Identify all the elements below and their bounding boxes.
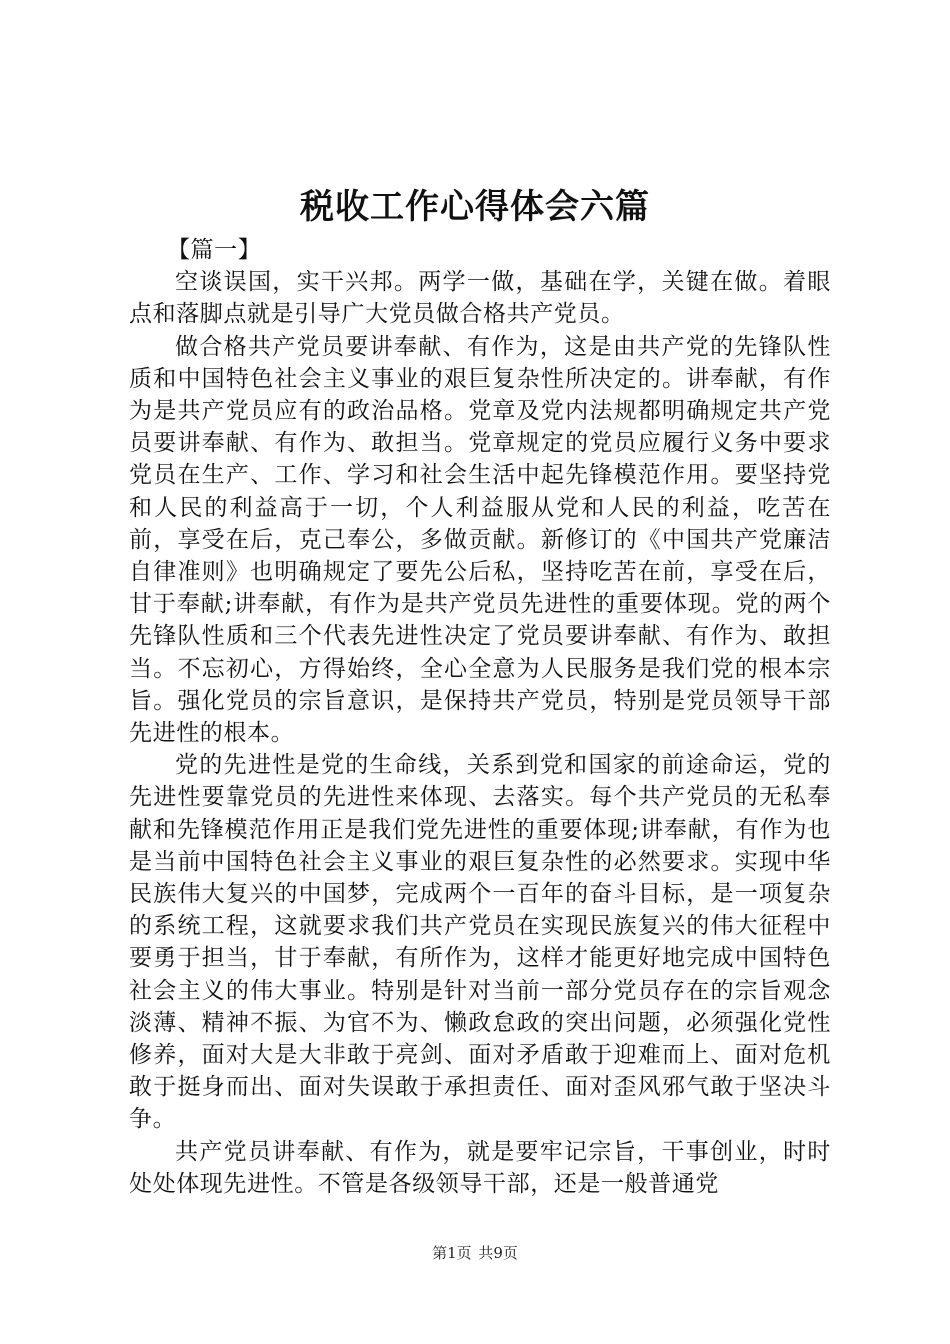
page-number: 第1页 (432, 1244, 472, 1262)
paragraph-3: 党的先进性是党的生命线，关系到党和国家的前途命运，党的先进性要靠党员的先进性来体现、去落实。每个共产党员的无私奉献和先锋模范作用正是我们党先进性的重要体现;讲奉献，有作为也是当前中国特色社会主义事业的艰巨复杂性的必然要求。实现中华民族伟大复兴的中国梦，完成两个一百年的奋斗目标，是一项复杂的系统工程，这就要求我们共产党员在实现民族复兴的伟大征程中要勇于担当，甘于奉献，有所作为，这样才能更好地完成中国特色社会主义的伟大事业。特别是针对当前一部分党员存在的宗旨观念淡薄、精神不振、为官不为、懒政怠政的突出问题，必须强化党性修养，面对大是大非敢于亮剑、面对矛盾敢于迎难而上、面对危机敢于挺身而出、面对失误敢于承担责任、面对歪风邪气敢于坚决斗争。 (129, 752, 831, 1133)
paragraph-1: 空谈误国，实干兴邦。两学一做，基础在学，关键在做。着眼点和落脚点就是引导广大党员做合格共产党员。 (129, 269, 831, 328)
page-total: 共9页 (478, 1244, 518, 1262)
document-title: 税收工作心得体会六篇 (300, 187, 650, 227)
document-body (129, 234, 831, 1200)
paragraph-4: 共产党员讲奉献、有作为，就是要牢记宗旨，干事创业，时时处处体现先进性。不管是各级领导干部，还是一般普通党 (129, 1138, 831, 1197)
paragraph-2: 做合格共产党员要讲奉献、有作为，这是由共产党的先锋队性质和中国特色社会主义事业的艰巨复杂性所决定的。讲奉献，有作为是共产党员应有的政治品格。党章及党内法规都明确规定共产党员要讲奉献、有作为、敢担当。党章规定的党员应履行义务中要求党员在生产、工作、学习和社会生活中起先锋模范作用。要坚持党和人民的利益高于一切，个人利益服从党和人民的利益，吃苦在前，享受在后，克己奉公，多做贡献。新修订的《中国共产党廉洁自律准则》也明确规定了要先公后私，坚持吃苦在前，享受在后，甘于奉献;讲奉献，有作为是共产党员先进性的重要体现。党的两个先锋队性质和三个代表先进性决定了党员要讲奉献、有作为、敢担当。不忘初心，方得始终，全心全意为人民服务是我们党的根本宗旨。强化党员的宗旨意识，是保持共产党员，特别是党员领导干部先进性的根本。 (129, 333, 831, 747)
page-footer (0, 1243, 950, 1263)
section-heading: 【篇一】 (166, 237, 262, 263)
